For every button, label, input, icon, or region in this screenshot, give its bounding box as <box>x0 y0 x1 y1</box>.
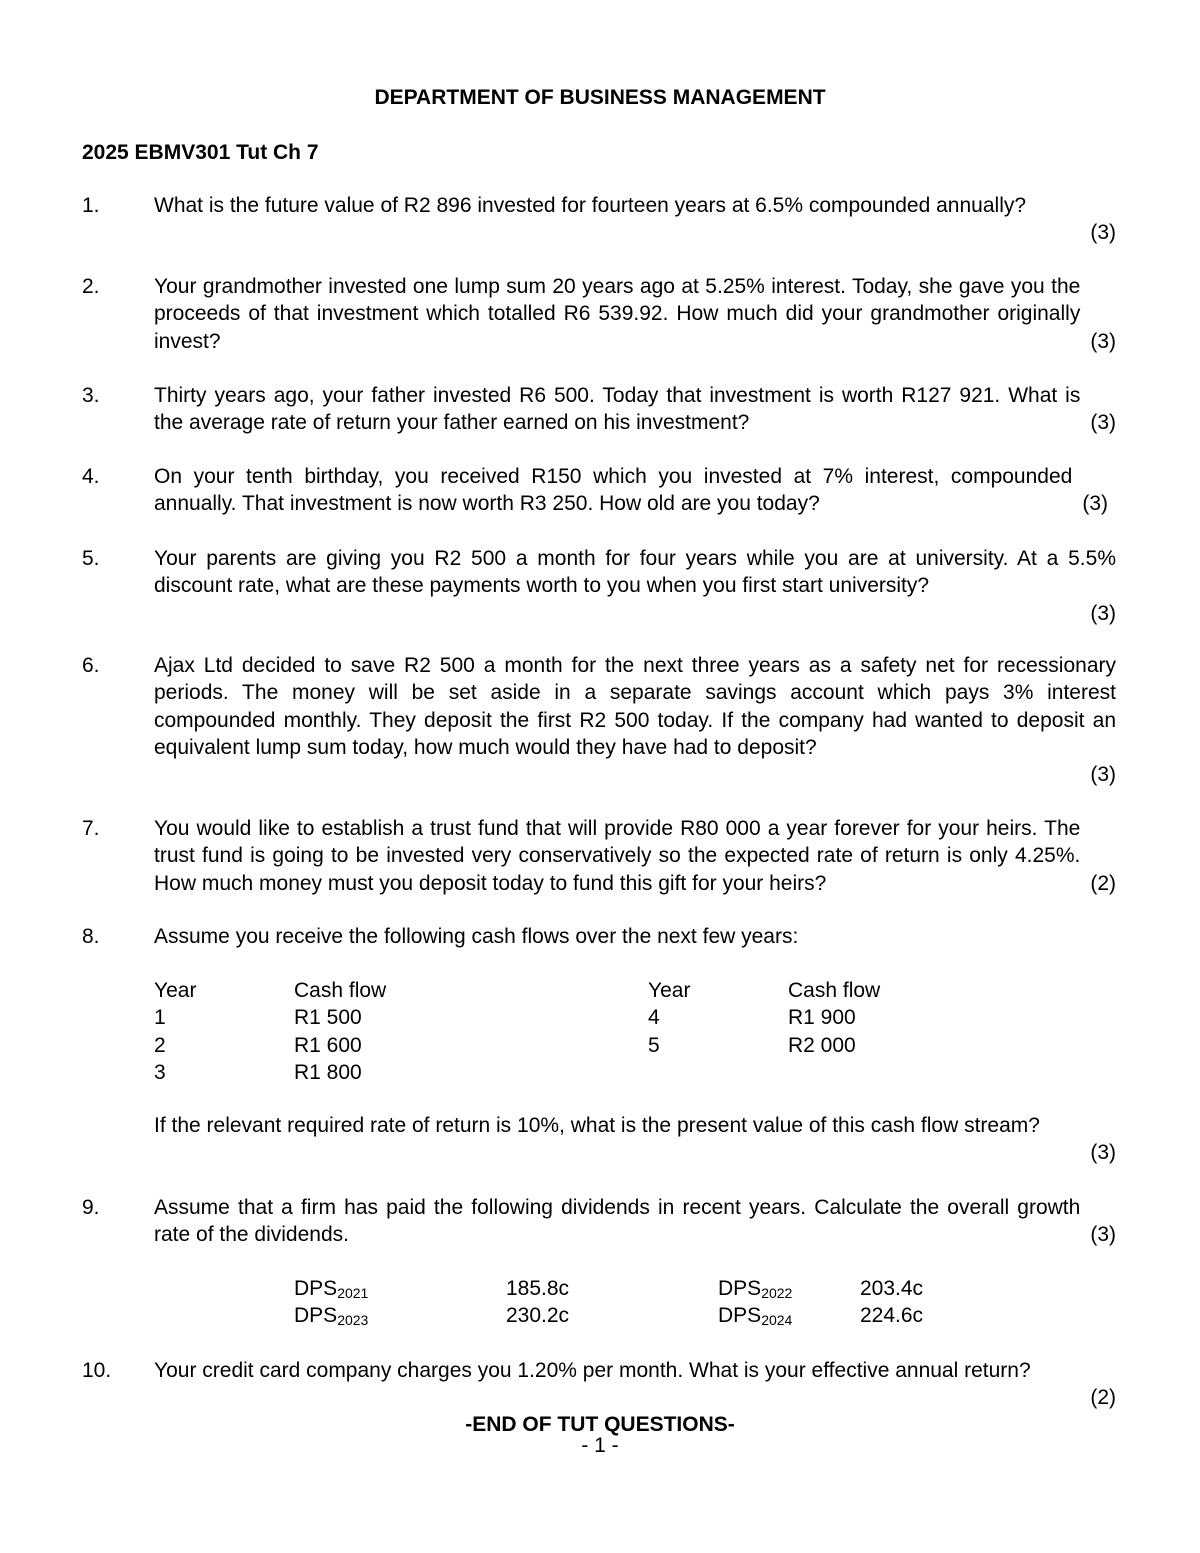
question-4 <box>82 463 1116 518</box>
cash-flow-table <box>154 977 954 1086</box>
tutorial-title: 2025 EBMV301 Tut Ch 7 <box>82 141 319 164</box>
question-text: Your parents are giving you R2 500 a month for four years while you are at university. At a 5.5% discount rate, what are these payments worth to you when you first start university? <box>154 547 1116 598</box>
question-number: 7. <box>82 817 100 840</box>
dividends-table <box>294 1275 994 1330</box>
dps-value: 230.2c <box>506 1304 570 1328</box>
question-number: 8. <box>82 925 100 948</box>
year-cell: 4 <box>648 1006 660 1030</box>
table-row <box>294 1275 994 1302</box>
question-text: If the relevant required rate of return is 10%, what is the present value of this cash flow stream? <box>154 1114 1040 1137</box>
question-7 <box>82 815 1116 897</box>
question-number: 5. <box>82 547 100 570</box>
question-9 <box>82 1194 1116 1249</box>
year-cell: 2 <box>154 1033 166 1057</box>
question-text: Thirty years ago, your father invested R6 500. Today that investment is worth R127 921. What is the average rate of return your father earned on his investment? <box>154 384 1081 435</box>
question-3 <box>82 382 1116 437</box>
question-8 <box>82 923 1116 950</box>
question-marks: (3) <box>1090 329 1116 353</box>
question-text: On your tenth birthday, you received R150 which you invested at 7% interest, compounded annually. That investment is now worth R3 250. How old are you today? <box>154 465 1073 516</box>
dps-value: 224.6c <box>860 1304 924 1328</box>
column-header-cash-flow: Cash flow <box>788 979 881 1002</box>
dps-label: $DPS_{2023}$ <box>294 1304 369 1329</box>
question-text: Your grandmother invested one lump sum 20 years ago at 5.25% interest. Today, she gave you the proceeds of that investment which totalled R6 539.92. How much did your grandmother originally invest? <box>154 275 1081 353</box>
column-header-year: Year <box>154 979 197 1002</box>
question-text: What is the future value of R2 896 invested for fourteen years at 6.5% compounded annually? <box>154 194 1027 217</box>
question-marks: (3) <box>1090 763 1116 787</box>
dps-label: $DPS_{2021}$ <box>294 1277 369 1301</box>
cash-cell: R2 000 <box>788 1033 856 1057</box>
question-6 <box>82 652 1116 788</box>
year-cell: 5 <box>648 1033 660 1057</box>
question-marks: (3) <box>1090 1141 1116 1165</box>
question-number: 6. <box>82 654 100 677</box>
question-text: Assume that a firm has paid the following dividends in recent years. Calculate the overall growth rate of the dividends. <box>154 1196 1081 1247</box>
question-number: 4. <box>82 465 100 488</box>
question-marks: (3) <box>1082 492 1108 516</box>
column-header-cash-flow: Cash flow <box>294 979 387 1002</box>
cash-cell: R1 500 <box>294 1006 362 1030</box>
column-header-year: Year <box>648 979 691 1002</box>
table-row <box>294 1302 994 1329</box>
table-header <box>154 977 954 1004</box>
year-cell: 3 <box>154 1060 166 1084</box>
cash-cell: R1 800 <box>294 1060 362 1084</box>
question-text: Assume you receive the following cash flows over the next few years: <box>154 925 799 948</box>
question-number: 1. <box>82 194 100 217</box>
cash-cell: R1 900 <box>788 1006 856 1030</box>
question-8-continued <box>82 1112 1116 1167</box>
page-number: - 1 - <box>581 1434 619 1457</box>
question-10 <box>82 1357 1116 1412</box>
dps-value: 203.4c <box>860 1277 924 1300</box>
table-row <box>154 1004 954 1031</box>
cash-cell: R1 600 <box>294 1033 362 1057</box>
question-marks: (3) <box>1090 601 1116 625</box>
table-row <box>154 1032 954 1059</box>
department-heading: DEPARTMENT OF BUSINESS MANAGEMENT <box>374 86 826 109</box>
question-2 <box>82 273 1116 355</box>
question-marks: (3) <box>1090 221 1116 245</box>
question-5 <box>82 545 1116 627</box>
question-text: Your credit card company charges you 1.20% per month. What is your effective annual return? <box>154 1359 1031 1382</box>
question-number: 9. <box>82 1196 100 1219</box>
end-of-questions: -END OF TUT QUESTIONS- <box>465 1413 735 1436</box>
question-1 <box>82 192 1116 247</box>
dps-label: $DPS_{2022}$ <box>718 1277 793 1301</box>
question-text: You would like to establish a trust fund that will provide R80 000 a year forever for your heirs. The trust fund is going to be invested very conservatively so the expected rate of return is only 4.25%. How much money must you deposit today to fund this gift for your heirs? <box>154 817 1081 895</box>
question-marks: (2) <box>1090 871 1116 895</box>
dps-label: $DPS_{2024}$ <box>718 1304 793 1329</box>
question-number: 2. <box>82 275 100 298</box>
year-cell: 1 <box>154 1006 166 1030</box>
question-number: 10. <box>82 1359 112 1382</box>
question-marks: (3) <box>1090 411 1116 435</box>
dps-value: 185.8c <box>506 1277 570 1300</box>
table-row <box>154 1059 954 1086</box>
question-text: Ajax Ltd decided to save R2 500 a month for the next three years as a safety net for recessionary periods. The money will be set aside in a separate savings account which pays 3% interest compounded monthly. They deposit the first R2 500 today. If the company had wanted to deposit an equivalent lump sum today, how much would they have had to deposit? <box>154 654 1116 759</box>
question-number: 3. <box>82 384 100 407</box>
question-marks: (2) <box>1090 1386 1116 1410</box>
question-marks: (3) <box>1090 1223 1116 1247</box>
